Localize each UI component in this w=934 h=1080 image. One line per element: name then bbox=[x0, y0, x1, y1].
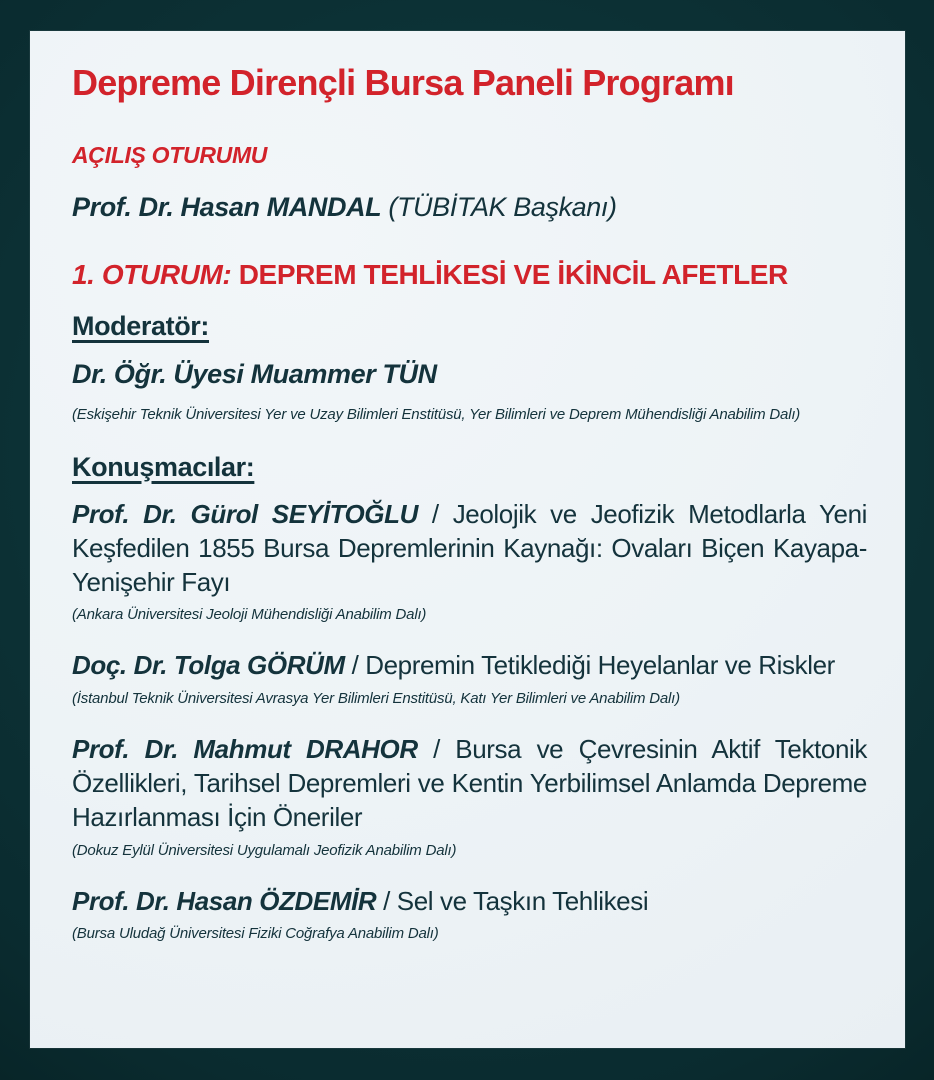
speaker-name: Prof. Dr. Mahmut DRAHOR bbox=[72, 734, 418, 765]
session-name: DEPREM TEHLİKESİ VE İKİNCİL AFETLER bbox=[238, 258, 788, 290]
speaker-line bbox=[72, 733, 867, 834]
speaker-item bbox=[72, 649, 867, 708]
speaker-item bbox=[72, 498, 867, 624]
speaker-affiliation: (Ankara Üniversitesi Jeoloji Mühendisliği Anabilim Dalı) bbox=[72, 606, 427, 624]
speakers-heading bbox=[72, 451, 867, 483]
moderator-heading-label: Moderatör: bbox=[72, 311, 209, 342]
topic-separator: / bbox=[383, 885, 390, 916]
opening-session-label: AÇILIŞ OTURUMU bbox=[72, 141, 268, 168]
opening-speaker-line bbox=[72, 192, 867, 223]
speaker-line bbox=[72, 649, 867, 683]
speaker-topic: Jeolojik ve Jeofizik Metodlarla Yeni Keşfedilen 1855 Bursa Depremlerinin Kaynağı: Ovaları Biçen Kayapa-Yenişehir Fayı bbox=[72, 498, 868, 597]
topic-separator: / bbox=[351, 650, 359, 681]
speaker-line bbox=[72, 498, 867, 599]
speaker-name: Doç. Dr. Tolga GÖRÜM bbox=[72, 650, 345, 681]
speaker-topic: Sel ve Taşkın Tehlikesi bbox=[396, 885, 649, 916]
speaker-affiliation: (Bursa Uludağ Üniversitesi Fiziki Coğrafya Anabilim Dalı) bbox=[72, 925, 439, 943]
speaker-item bbox=[72, 733, 867, 859]
session-number-label: 1. OTURUM: bbox=[72, 258, 232, 290]
speaker-line bbox=[72, 885, 867, 919]
speaker-name: Prof. Dr. Gürol SEYİTOĞLU bbox=[72, 498, 418, 529]
moderator-heading bbox=[72, 310, 867, 342]
speaker-affiliation: (İstanbul Teknik Üniversitesi Avrasya Yer Bilimleri Enstitüsü, Katı Yer Bilimleri ve Anabilim Dalı) bbox=[72, 690, 680, 708]
moderator-name: Dr. Öğr. Üyesi Muammer TÜN bbox=[72, 358, 437, 389]
program-card bbox=[30, 31, 905, 1048]
page-title: Depreme Dirençli Bursa Paneli Programı bbox=[72, 62, 734, 103]
opening-speaker-role: (TÜBİTAK Başkanı) bbox=[388, 191, 617, 222]
topic-separator: / bbox=[433, 734, 440, 765]
speaker-affiliation: (Dokuz Eylül Üniversitesi Uygulamalı Jeofizik Anabilim Dalı) bbox=[72, 841, 457, 859]
speaker-topic: Depremin Tetiklediği Heyelanlar ve Riskler bbox=[365, 650, 835, 681]
moderator-affiliation: (Eskişehir Teknik Üniversitesi Yer ve Uzay Bilimleri Enstitüsü, Yer Bilimleri ve Deprem Mühendisliği Anabilim Dalı) bbox=[72, 405, 801, 423]
session-1-title bbox=[72, 259, 867, 291]
topic-separator: / bbox=[431, 498, 439, 529]
speakers-heading-label: Konuşmacılar: bbox=[72, 451, 255, 482]
program-content bbox=[30, 31, 905, 943]
speaker-topic: Bursa ve Çevresinin Aktif Tektonik Özellikleri, Tarihsel Depremleri ve Kentin Yerbilimsel Anlamda Depreme Hazırlanması İçin Öneriler bbox=[72, 734, 867, 832]
opening-speaker-name: Prof. Dr. Hasan MANDAL bbox=[72, 191, 382, 222]
speaker-item bbox=[72, 885, 867, 944]
speaker-name: Prof. Dr. Hasan ÖZDEMİR bbox=[72, 885, 377, 916]
